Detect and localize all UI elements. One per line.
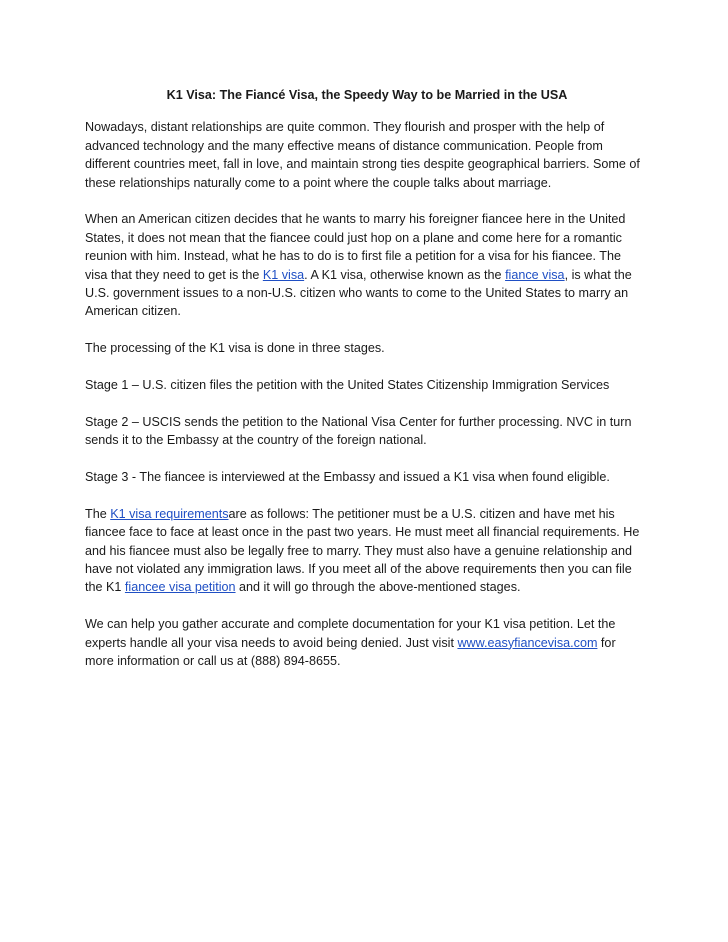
stage-1-paragraph: Stage 1 – U.S. citizen files the petition with the United States Citizenship Immigration Services — [85, 378, 610, 393]
document-page — [85, 86, 645, 689]
text-segment: for more information or call us at (888) 894-8655. — [85, 635, 616, 669]
text-segment: We can help you gather accurate and complete documentation for your K1 visa petition. Let the experts handle all your visa needs to avoid being denied. Just visit — [85, 617, 616, 650]
k1-visa-link[interactable]: K1 visa — [262, 267, 305, 282]
k1-explanation-paragraph — [85, 210, 645, 320]
website-link[interactable]: www.easyfiancevisa.com — [457, 635, 598, 650]
k1-visa-requirements-link[interactable]: K1 visa requirements — [110, 506, 229, 521]
intro-paragraph: Nowadays, distant relationships are quite common. They flourish and prosper with the help of advanced technology and the many effective means of distance communication. People from different countries meet, fall in love, and maintain strong ties despite geographical barriers. Some of these relationships naturally come to a point where the couple talks about marriage. — [85, 120, 640, 190]
text-segment: are as follows: The petitioner must be a U.S. citizen and have met his fiancee face to face at least once in the past two years. He must meet all financial requirements. He and his fiancee must also be legally free to marry. They must also have a genuine relationship and have not violated any immigration laws. If you meet all of the above requirements then you can file the K1 — [85, 506, 640, 595]
text-segment: and it will go through the above-mentioned stages. — [235, 580, 521, 595]
text-segment: When an American citizen decides that he wants to marry his foreigner fiancee here in the United States, it does not mean that the fiancee could just hop on a plane and come here for a romantic reunion with him. Instead, what he has to do is to first file a petition for a visa for his fiancee. The visa that they need to get is the — [85, 212, 626, 282]
text-segment: , is what the U.S. government issues to a non-U.S. citizen who wants to come to the United States to marry an American citizen. — [85, 267, 632, 319]
stage-3-paragraph: Stage 3 - The fiancee is interviewed at the Embassy and issued a K1 visa when found eligible. — [85, 470, 610, 485]
fiance-visa-link[interactable]: fiance visa — [505, 267, 565, 282]
stage-2-paragraph: Stage 2 – USCIS sends the petition to the National Visa Center for further processing. NVC in turn sends it to the Embassy at the country of the foreign national. — [85, 414, 632, 448]
fiancee-visa-petition-link[interactable]: fiancee visa petition — [124, 580, 236, 595]
text-segment: The — [85, 506, 111, 521]
document-title: K1 Visa: The Fiancé Visa, the Speedy Way to be Married in the USA — [166, 88, 568, 102]
contact-paragraph — [85, 615, 645, 670]
text-segment: . A K1 visa, otherwise known as the — [304, 267, 506, 282]
requirements-paragraph — [85, 505, 645, 597]
processing-paragraph: The processing of the K1 visa is done in three stages. — [85, 341, 385, 356]
